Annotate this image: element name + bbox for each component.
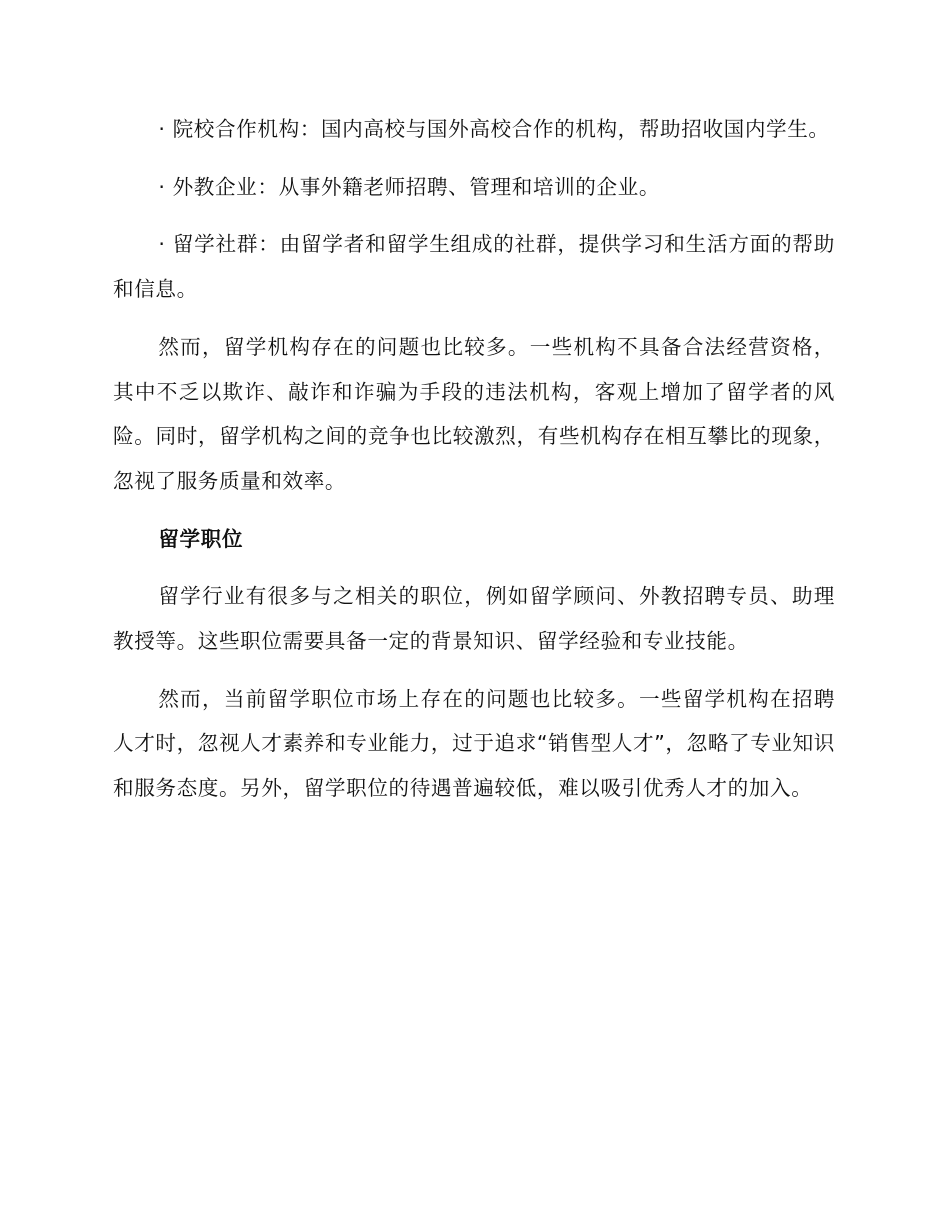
bullet-paragraph-foreign-teacher-companies: · 外教企业：从事外籍老师招聘、管理和培训的企业。 <box>158 174 661 199</box>
paragraph-positions-problems: 然而，当前留学职位市场上存在的问题也比较多。一些留学机构在招聘人才时，忽视人才素养和专业能力，过于追求“销售型人才”，忽略了专业知识和服务态度。另外，留学职位的待遇普遍较低，难以吸引优秀人才的加入。 <box>113 686 835 801</box>
bullet-paragraph-university-cooperation: · 院校合作机构：国内高校与国外高校合作的机构，帮助招收国内学生。 <box>158 117 830 141</box>
document-body <box>113 107 835 824</box>
bullet-paragraph-study-abroad-communities: · 留学社群：由留学者和留学生组成的社群，提供学习和生活方面的帮助和信息。 <box>113 232 835 302</box>
section-heading: 留学职位 <box>158 526 244 551</box>
paragraph-agency-problems: 然而，留学机构存在的问题也比较多。一些机构不具备合法经营资格，其中不乏以欺诈、敲诈和诈骗为手段的违法机构，客观上增加了留学者的风险。同时，留学机构之间的竞争也比较激烈，有些机构存在相互攀比的现象，忽视了服务质量和效率。 <box>113 334 835 493</box>
paragraph-positions-overview: 留学行业有很多与之相关的职位，例如留学顾问、外教招聘专员、助理教授等。这些职位需要具备一定的背景知识、留学经验和专业技能。 <box>113 584 835 654</box>
